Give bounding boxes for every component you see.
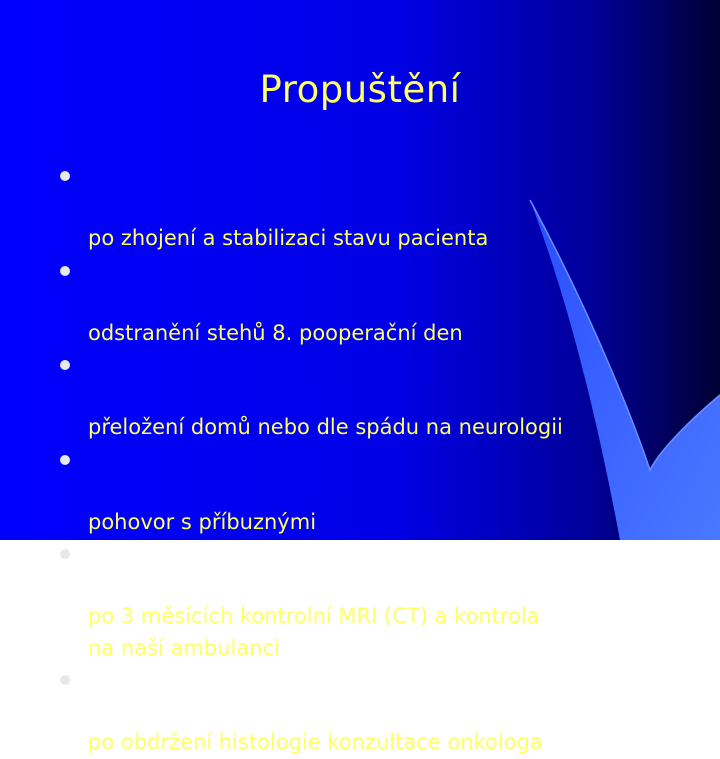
bullet-text: odstranění stehů 8. pooperační den	[88, 320, 463, 345]
bullet-text: po 3 měsících kontrolní MRI (CT) a kontrola na naší ambulanci	[88, 604, 540, 660]
bullet-dot-icon	[60, 455, 70, 465]
slide-title: Propuštění	[259, 68, 461, 111]
bullet-item	[60, 160, 680, 255]
bullet-item	[60, 255, 680, 350]
bullet-item	[60, 444, 680, 539]
bullet-text: po obdržení histologie konzultace onkologa	[88, 730, 543, 754]
bullet-item	[60, 538, 680, 664]
bullet-dot-icon	[60, 266, 70, 276]
bullet-text: přeložení domů nebo dle spádu na neurologii	[88, 415, 563, 439]
bullet-dot-icon	[60, 171, 70, 181]
bullet-list	[60, 160, 680, 759]
bullet-dot-icon	[60, 360, 70, 370]
bullet-dot-icon	[60, 549, 70, 559]
bullet-text: po zhojení a stabilizaci stavu pacienta	[88, 226, 489, 250]
bullet-item	[60, 664, 680, 759]
bullet-dot-icon	[60, 675, 70, 685]
bullet-text: pohovor s příbuznými	[88, 509, 317, 534]
bullet-item	[60, 349, 680, 444]
